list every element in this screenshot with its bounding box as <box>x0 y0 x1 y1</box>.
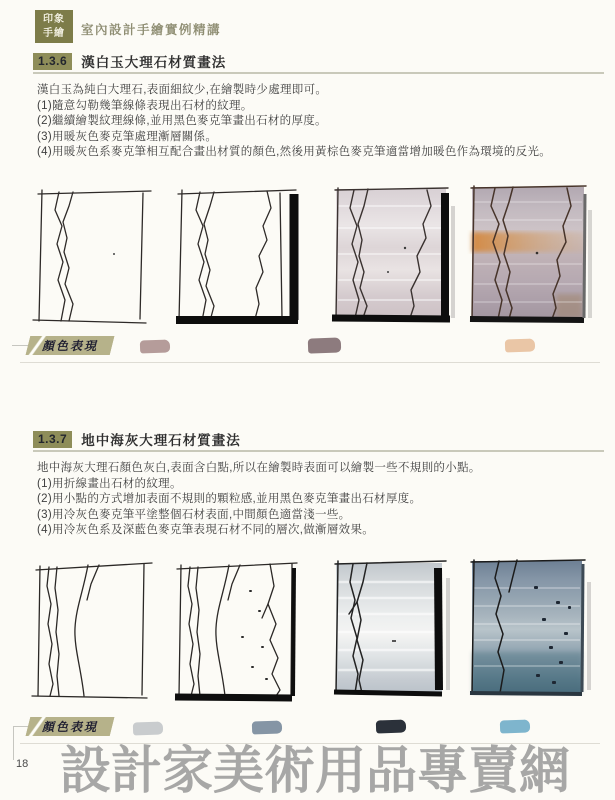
step-line: (1)隨意勾勒幾筆線條表現出石材的紋理。 <box>37 99 253 112</box>
store-watermark: 設計家美術用品專賣網 <box>60 742 571 799</box>
brand-badge-line2: 手繪 <box>43 27 65 39</box>
bracket-line <box>13 726 14 760</box>
brand-badge-line1: 印象 <box>43 14 65 25</box>
intro-line: 地中海灰大理石顏色灰白,表面含白點,所以在繪製時表面可以繪製一些不規則的小點。 <box>37 462 481 474</box>
step-line: (2)繼續繪製紋理線條,並用黑色麥克筆畫出石材的厚度。 <box>37 115 327 127</box>
marble-sketch-step3-warm-gray <box>326 176 460 336</box>
marble-sketch-step1-outline <box>28 178 160 336</box>
marker-swatch-peach <box>505 338 535 352</box>
intro-line: 漢白玉為純白大理石,表面細紋少,在繪製時少處理即可。 <box>37 84 328 96</box>
marker-swatch-warm-gray-dark <box>308 337 342 353</box>
gray-marble-sketch-step1-outline <box>28 550 160 712</box>
gray-marble-sketch-step3-cool-wash <box>326 548 460 712</box>
step-line: (1)用折線畫出石材的紋理。 <box>37 477 182 490</box>
step-line: (4)用暖灰色系麥克筆相互配合畫出材質的顏色,然後用黃棕色麥克筆適當增加暖色作為環境的反光。 <box>37 146 552 158</box>
section-1-3-6-text <box>37 83 602 161</box>
gray-marble-sketch-step2-dots <box>170 550 306 712</box>
marble-sketch-step4-colored <box>464 176 596 336</box>
color-label-ribbon <box>26 336 115 355</box>
color-label: 顏色表現 <box>41 339 98 353</box>
book-title: 室內設計手繪實例精講 <box>81 23 222 37</box>
section-number-badge: 1.3.6 <box>33 53 72 70</box>
marble-sketch-step2-thickness <box>170 178 306 336</box>
section-divider <box>33 450 604 452</box>
section-number-badge: 1.3.7 <box>33 431 72 448</box>
section-1-3-6-header <box>33 52 226 70</box>
color-row-divider <box>20 362 600 363</box>
step-line: (3)用冷灰色麥克筆平塗整個石材表面,中間顏色適當淺一些。 <box>37 508 351 521</box>
section-1-3-7-text <box>37 461 602 539</box>
step-line: (2)用小點的方式增加表面不規則的顆粒感,並用黑色麥克筆畫出石材厚度。 <box>37 493 422 505</box>
marker-swatch-warm-gray-light <box>140 339 170 353</box>
section-title: 漢白玉大理石材質畫法 <box>81 55 227 70</box>
section-divider <box>33 72 604 74</box>
step-line: (3)用暖灰色麥克筆處理漸層關係。 <box>37 130 218 143</box>
gray-marble-sketch-step4-blue-wash <box>464 548 596 712</box>
section-1-3-7-header <box>33 430 241 448</box>
page-number: 18 <box>16 758 29 770</box>
brand-badge <box>35 10 73 43</box>
color-label: 顏色表現 <box>41 720 98 734</box>
section-title: 地中海灰大理石材質畫法 <box>81 433 241 448</box>
step-line: (4)用冷灰色系及深藍色麥克筆表現石材不同的層次,做漸層效果。 <box>37 524 375 536</box>
